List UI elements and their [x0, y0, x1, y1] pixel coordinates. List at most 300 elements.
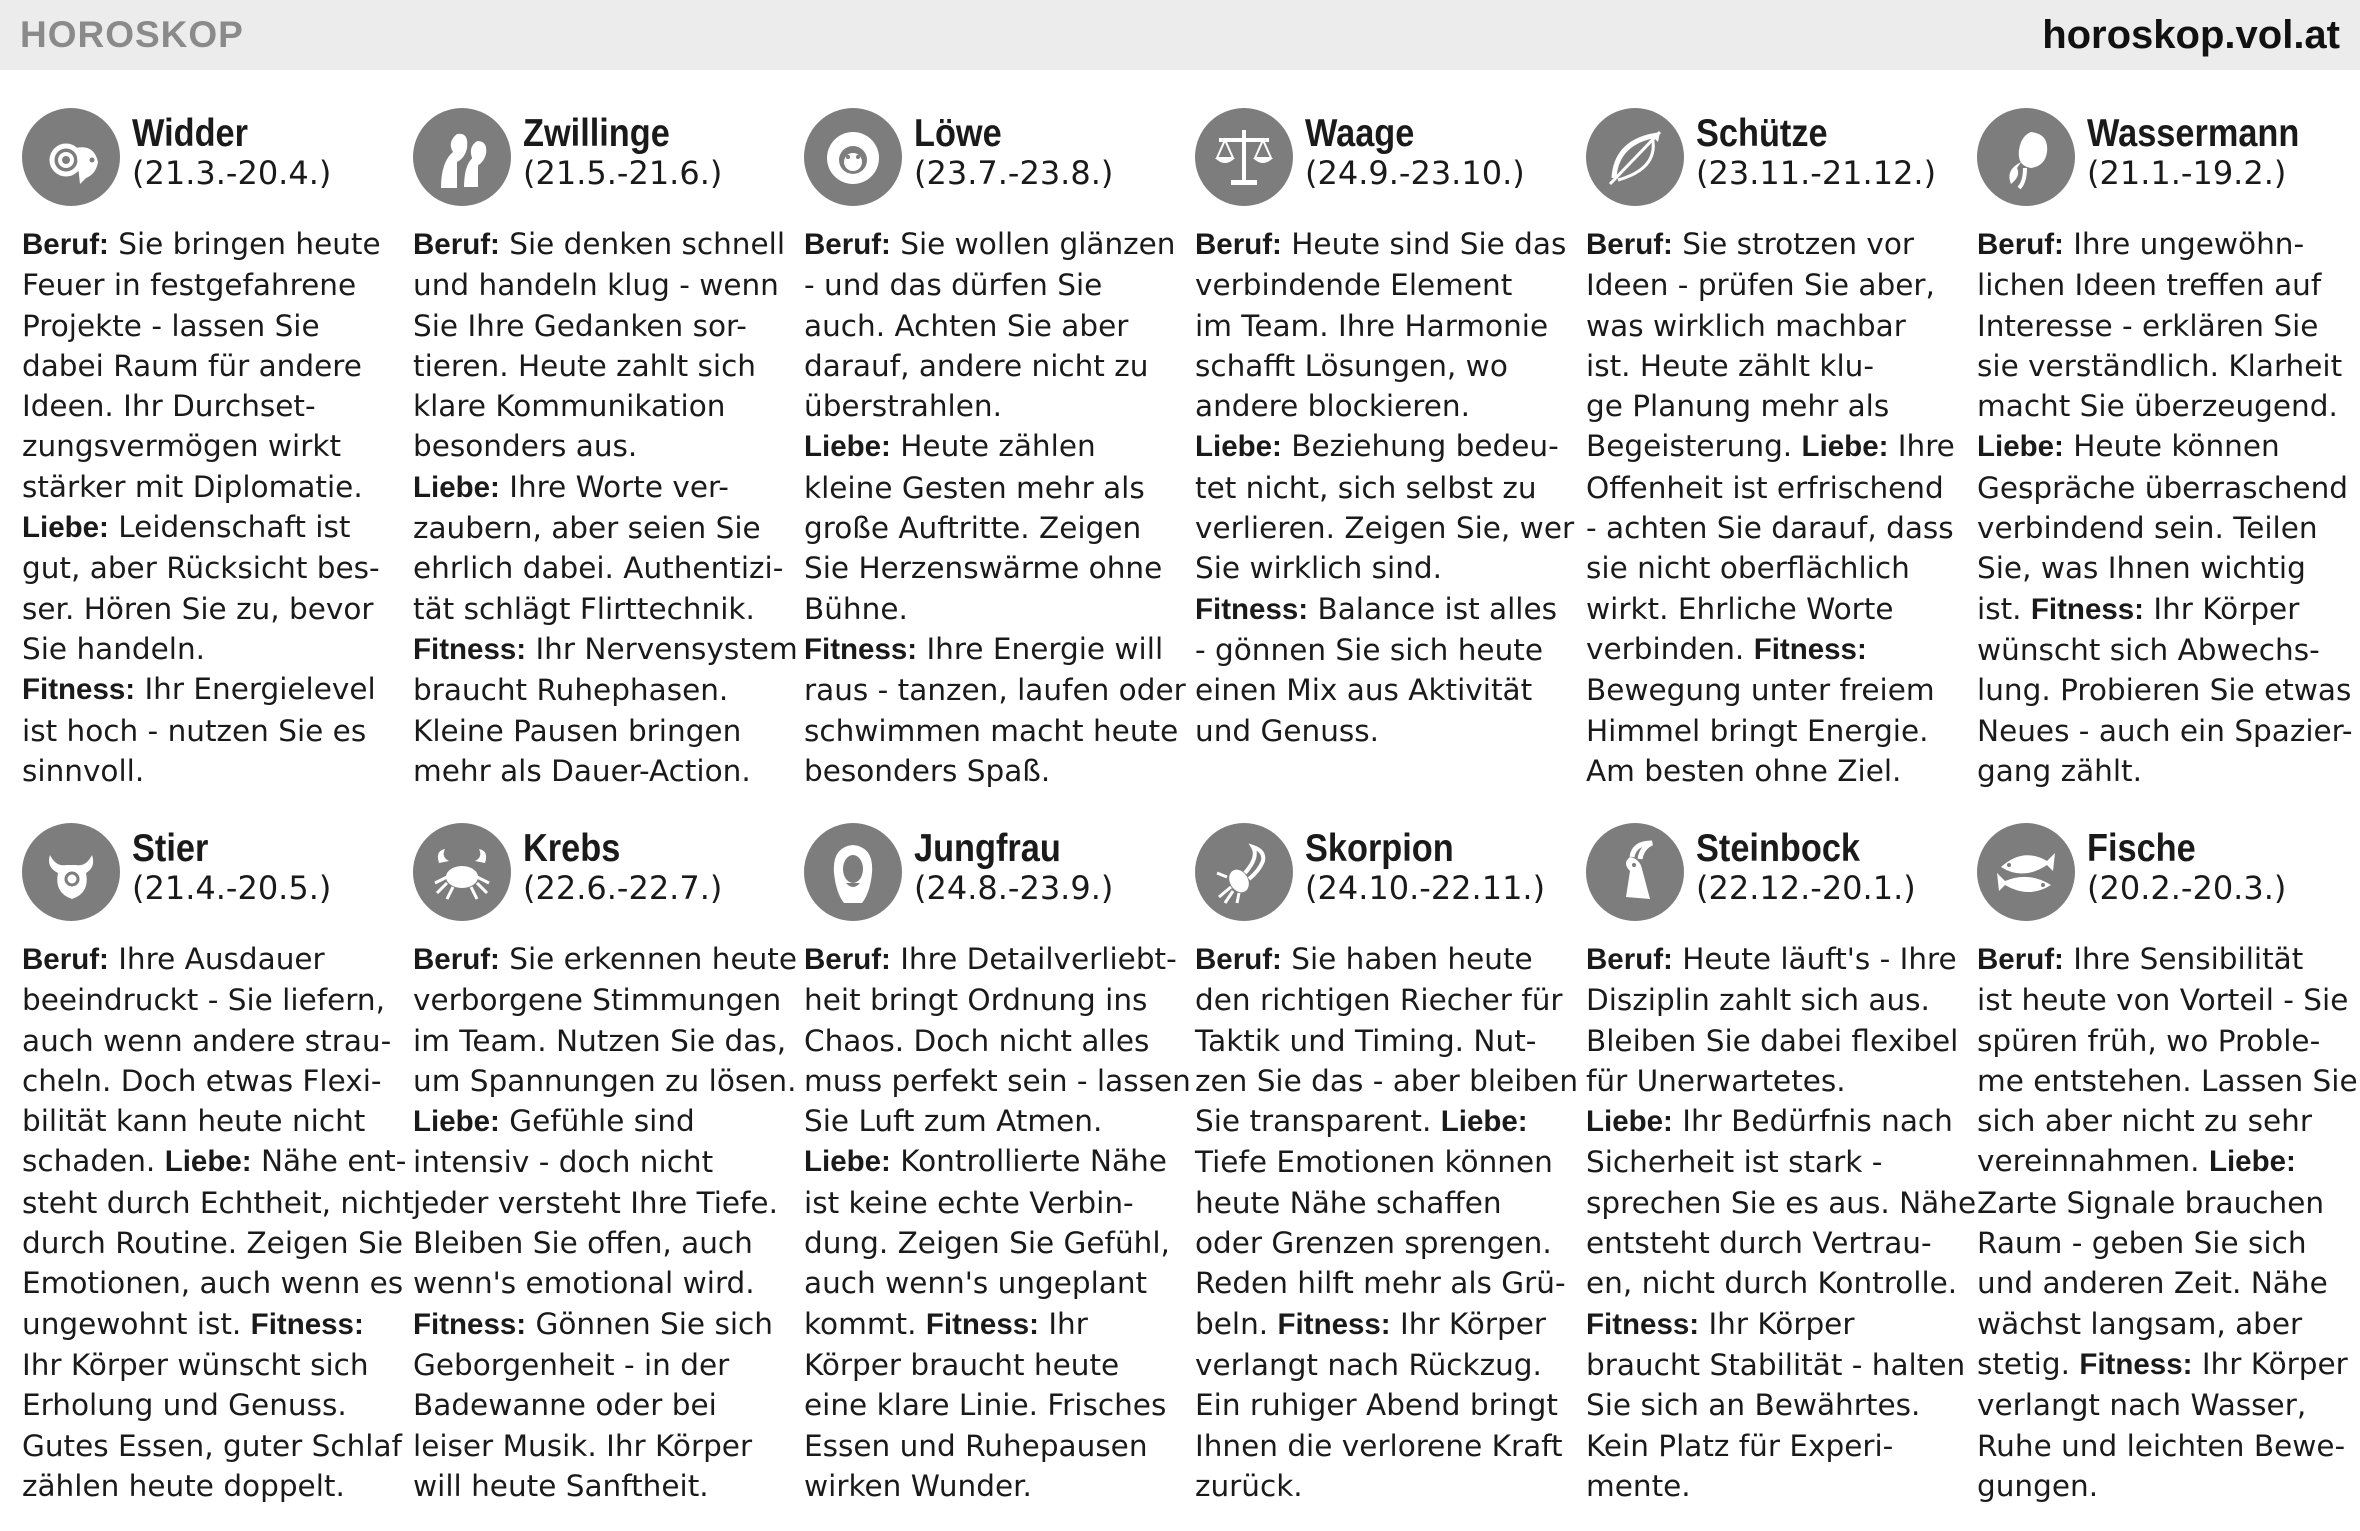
text-line — [1977, 1344, 2348, 1385]
text-segment: Ihr Bedürfnis nach — [1672, 1104, 1953, 1139]
text-segment: Bewegung unter freiem — [1586, 673, 1935, 708]
text-line — [1977, 386, 2338, 426]
text-segment: Ihnen die verlorene Kraft — [1195, 1428, 1563, 1463]
text-segment: dung. Zeigen Sie Gefühl, — [804, 1226, 1170, 1261]
text-segment: verlangt nach Rückzug. — [1195, 1347, 1542, 1382]
text-line — [1195, 265, 1556, 305]
text-segment: ist keine echte Verbin- — [804, 1185, 1134, 1220]
category-label: Beruf: — [1586, 228, 1673, 261]
category-label: Liebe: — [1440, 1105, 1528, 1139]
category-label: Liebe: — [804, 1145, 891, 1179]
sign-text — [22, 224, 383, 791]
text-segment: Gefühle sind — [499, 1104, 695, 1139]
text-segment: Gespräche überraschend — [1977, 470, 2348, 505]
text-segment: steht durch Echtheit, nicht — [22, 1185, 414, 1220]
scorpion-icon — [1195, 823, 1293, 921]
text-segment: Neues - auch ein Spazier- — [1977, 713, 2353, 748]
text-segment: besonders aus. — [413, 429, 638, 464]
text-line — [1195, 386, 1556, 426]
text-segment: Sie haben heute — [1281, 942, 1533, 976]
sign-header — [1586, 823, 1947, 925]
text-line — [1977, 1101, 2338, 1141]
category-label: Fitness: — [413, 1307, 527, 1341]
text-segment: ist heute von Vorteil - Sie — [1977, 983, 2349, 1018]
text-line — [1586, 1061, 1947, 1101]
text-line — [22, 306, 383, 346]
text-line — [804, 1141, 1165, 1182]
text-segment: verbindend sein. Teilen — [1977, 511, 2318, 546]
text-line — [413, 548, 784, 588]
text-line — [804, 1223, 1170, 1263]
text-line — [1977, 1426, 2346, 1466]
text-segment: Ihre Detailverliebt- — [890, 942, 1177, 976]
sign-wassermann — [1977, 108, 2353, 823]
twins-icon — [413, 108, 511, 206]
text-segment: - und das dürfen Sie — [804, 268, 1103, 303]
sign-name: Waage — [1305, 112, 1415, 155]
text-line — [22, 629, 383, 669]
text-line — [1977, 751, 2338, 791]
text-segment: bilität kann heute nicht — [22, 1104, 366, 1139]
text-segment: Sie sich an Bewährtes. — [1586, 1388, 1921, 1423]
sign-name: Widder — [132, 112, 249, 155]
text-line — [413, 939, 798, 980]
text-segment: Sie wirklich sind. — [1195, 551, 1443, 586]
sign-header — [1195, 823, 1556, 925]
text-segment: sie nicht oberflächlich — [1586, 551, 1910, 586]
page-header — [0, 0, 2360, 70]
sign-name: Wassermann — [2087, 112, 2300, 155]
text-line — [1586, 1263, 1958, 1303]
text-line — [22, 711, 383, 751]
text-line — [1586, 1304, 1947, 1345]
text-line — [804, 426, 1165, 467]
text-line — [413, 670, 774, 710]
text-segment: wirken Wunder. — [804, 1468, 1032, 1503]
category-label: Fitness: — [250, 1307, 364, 1341]
text-segment: mente. — [1586, 1468, 1691, 1503]
sign-name: Krebs — [523, 827, 621, 870]
text-segment: für Unerwartetes. — [1586, 1063, 1846, 1098]
text-segment: eine klare Linie. Frisches — [804, 1388, 1167, 1423]
text-line — [413, 467, 774, 508]
text-line — [22, 1466, 383, 1506]
text-segment: Ihre ungewöhn- — [2063, 227, 2305, 261]
category-label: Beruf: — [1977, 228, 2064, 261]
text-segment: Ein ruhiger Abend bringt — [1195, 1388, 1558, 1423]
sign-header — [1195, 108, 1556, 210]
text-segment: Ihre Worte ver- — [499, 469, 729, 504]
sign-name: Schütze — [1696, 112, 1828, 155]
text-segment: Ihr Körper — [1699, 1306, 1855, 1341]
text-line — [22, 751, 383, 791]
text-segment: Sie erkennen heute — [499, 942, 798, 976]
text-line — [22, 426, 383, 466]
sign-header — [1977, 108, 2338, 210]
category-label: Beruf: — [1586, 943, 1673, 976]
text-segment: schafft Lösungen, wo — [1195, 348, 1508, 383]
text-segment: was wirklich machbar — [1586, 308, 1906, 343]
text-segment: Beziehung bedeu- — [1281, 429, 1559, 464]
text-segment: Essen und Ruhepausen — [804, 1428, 1148, 1463]
sign-dates: (24.10.-22.11.) — [1305, 868, 1546, 907]
text-line — [1586, 1021, 1959, 1061]
category-label: Liebe: — [413, 470, 500, 504]
text-line — [1977, 1141, 2338, 1182]
text-line — [1977, 1021, 2338, 1061]
text-segment: Ihre Ausdauer — [108, 942, 325, 976]
text-segment: im Team. Ihre Harmonie — [1195, 308, 1549, 343]
sign-fische — [1977, 823, 2358, 1523]
text-line — [413, 1345, 774, 1385]
text-segment: Kleine Pausen bringen — [413, 713, 742, 748]
text-segment: Ihr Körper — [2144, 591, 2300, 626]
sign-header — [804, 108, 1165, 210]
sign-header — [1586, 108, 1947, 210]
text-line — [1586, 589, 1947, 629]
text-segment: verlieren. Zeigen Sie, wer — [1195, 511, 1575, 546]
text-line — [1195, 1223, 1556, 1263]
text-line — [804, 939, 1177, 980]
text-segment: ge Planung mehr als — [1586, 389, 1890, 424]
text-line — [804, 629, 1165, 670]
text-segment: auch wenn andere strau- — [22, 1023, 392, 1058]
sign-text — [804, 224, 1186, 791]
text-segment: verbinden. — [1586, 631, 1754, 666]
text-line — [22, 467, 383, 507]
text-segment: beln. — [1195, 1306, 1278, 1341]
text-line — [22, 1141, 407, 1182]
text-segment: ungewohnt ist. — [22, 1306, 251, 1341]
text-segment: kleine Gesten mehr als — [804, 470, 1145, 505]
virgin-icon — [804, 823, 902, 921]
text-line — [1586, 306, 1947, 346]
text-segment: Ihr Nervensystem — [526, 631, 798, 666]
text-segment: Erholung und Genuss. — [22, 1388, 347, 1423]
text-line — [804, 1466, 1165, 1506]
text-segment: Balance ist alles — [1308, 591, 1558, 626]
sign-zwillinge — [413, 108, 798, 823]
category-label: Fitness: — [2079, 1347, 2193, 1381]
text-segment: ehrlich dabei. Authentizi- — [413, 551, 784, 586]
text-segment: Sie, was Ihnen wichtig — [1977, 551, 2306, 586]
text-line — [1586, 1385, 1947, 1425]
sign-dates: (24.9.-23.10.) — [1305, 153, 1525, 192]
sign-header — [804, 823, 1165, 925]
sign-skorpion — [1195, 823, 1579, 1523]
text-line — [1586, 711, 1947, 751]
text-line — [1586, 265, 1947, 305]
sign-header — [22, 108, 383, 210]
text-segment: Bleiben Sie offen, auch — [413, 1226, 753, 1261]
text-segment: Himmel bringt Energie. — [1586, 713, 1929, 748]
category-label: Liebe: — [1586, 1105, 1673, 1139]
archer-icon — [1586, 108, 1684, 206]
text-line — [1586, 1426, 1947, 1466]
text-segment: lung. Probieren Sie etwas — [1977, 673, 2352, 708]
category-label: Fitness: — [22, 673, 136, 707]
text-segment: spüren früh, wo Proble- — [1977, 1023, 2321, 1058]
text-segment: dabei Raum für andere — [22, 348, 362, 383]
sign-dates: (20.2.-20.3.) — [2087, 868, 2287, 907]
text-line — [1195, 1345, 1556, 1385]
text-line — [1586, 224, 1947, 265]
sign-text — [1195, 224, 1575, 751]
text-line — [413, 386, 774, 426]
text-segment: intensiv - doch nicht — [413, 1145, 714, 1180]
text-segment: im Team. Nutzen Sie das, — [413, 1023, 787, 1058]
text-segment: Emotionen, auch wenn es — [22, 1266, 404, 1301]
text-segment: zen Sie das - aber bleiben — [1195, 1063, 1579, 1098]
text-segment: vereinnahmen. — [1977, 1144, 2209, 1179]
text-line — [1977, 980, 2349, 1020]
text-line — [413, 589, 774, 629]
text-line — [1586, 346, 1947, 386]
text-line — [1977, 1385, 2338, 1425]
text-line — [1586, 751, 1947, 791]
text-line — [413, 265, 779, 305]
text-line — [413, 1142, 774, 1182]
text-segment: große Auftritte. Zeigen — [804, 511, 1142, 546]
category-label: Beruf: — [22, 943, 109, 976]
text-segment: Heute sind Sie das — [1281, 227, 1567, 261]
sign-dates: (22.6.-22.7.) — [523, 868, 723, 907]
text-segment: Disziplin zahlt sich aus. — [1586, 983, 1930, 1018]
text-line — [804, 265, 1165, 305]
text-line — [22, 1061, 383, 1101]
text-segment: Ihr Körper wünscht sich — [22, 1347, 369, 1382]
text-line — [1195, 508, 1575, 548]
category-label: Fitness: — [413, 632, 527, 666]
sign-header — [413, 823, 774, 925]
text-segment: - achten Sie darauf, dass — [1586, 511, 1954, 546]
text-segment: Ihre — [1888, 429, 1955, 464]
text-line — [1195, 1466, 1556, 1506]
text-segment: um Spannungen zu lösen. — [413, 1063, 797, 1098]
text-segment: Sie handeln. — [22, 631, 206, 666]
text-segment: sinnvoll. — [22, 753, 145, 788]
text-segment: muss perfekt sein - lassen — [804, 1063, 1191, 1098]
category-label: Beruf: — [804, 228, 891, 261]
text-line — [804, 1304, 1165, 1345]
sign-text — [1977, 939, 2358, 1506]
text-line — [1195, 939, 1556, 980]
text-line — [1195, 1304, 1556, 1345]
text-segment: will heute Sanftheit. — [413, 1468, 709, 1503]
category-label: Liebe: — [164, 1145, 252, 1179]
category-label: Beruf: — [1195, 943, 1282, 976]
text-segment: einen Mix aus Aktivität — [1195, 673, 1533, 708]
text-line — [1195, 468, 1556, 508]
text-segment: stärker mit Diplomatie. — [22, 469, 363, 504]
category-label: Beruf: — [413, 943, 500, 976]
text-segment: Ihre Sensibilität — [2063, 942, 2304, 976]
text-segment: ist. Heute zählt klu- — [1586, 348, 1875, 383]
text-line — [804, 1385, 1165, 1425]
text-segment: und handeln klug - wenn — [413, 268, 779, 303]
text-line — [804, 589, 1165, 629]
section-title: HOROSKOP — [20, 14, 244, 55]
text-line — [413, 1183, 778, 1223]
text-line — [1586, 508, 1954, 548]
sign-waage — [1195, 108, 1575, 823]
text-line — [413, 1021, 787, 1061]
text-line — [1195, 1183, 1556, 1223]
text-segment: Ihr Körper — [1390, 1306, 1546, 1341]
text-line — [1195, 1061, 1579, 1101]
text-segment: ist hoch - nutzen Sie es — [22, 713, 367, 748]
text-segment: zungsvermögen wirkt — [22, 429, 342, 464]
text-line — [22, 939, 383, 980]
text-line — [1977, 1263, 2338, 1303]
text-segment: ist. — [1977, 591, 2031, 626]
category-label: Beruf: — [413, 228, 500, 261]
text-segment: gungen. — [1977, 1468, 2099, 1503]
sign-name: Skorpion — [1305, 827, 1454, 870]
text-line — [413, 629, 798, 670]
text-line — [804, 224, 1176, 265]
text-segment: Sie strotzen vor — [1672, 227, 1915, 261]
sign-steinbock — [1586, 823, 1977, 1523]
text-line — [804, 1101, 1165, 1141]
sign-krebs — [413, 823, 798, 1523]
sign-dates: (21.1.-19.2.) — [2087, 153, 2287, 192]
text-segment: Tiefe Emotionen können — [1195, 1145, 1553, 1180]
sign-name: Steinbock — [1696, 827, 1861, 870]
sign-jungfrau — [804, 823, 1191, 1523]
scales-icon — [1195, 108, 1293, 206]
text-line — [22, 507, 383, 548]
text-segment: ser. Hören Sie zu, bevor — [22, 591, 374, 626]
text-line — [1195, 1385, 1556, 1425]
text-segment: stetig. — [1977, 1346, 2080, 1381]
category-label: Fitness: — [1753, 632, 1867, 666]
text-line — [1195, 1142, 1556, 1182]
text-line — [1977, 426, 2338, 467]
sign-text — [22, 939, 414, 1506]
text-segment: Ideen - prüfen Sie aber, — [1586, 268, 1935, 303]
text-line — [804, 346, 1165, 386]
sign-dates: (23.7.-23.8.) — [914, 153, 1114, 192]
sign-widder — [22, 108, 383, 823]
text-segment: Kontrollierte Nähe — [890, 1144, 1167, 1179]
text-line — [413, 1466, 774, 1506]
text-line — [804, 386, 1165, 426]
text-segment: verlangt nach Wasser, — [1977, 1388, 2307, 1423]
text-segment: wünscht sich Abwechs- — [1977, 632, 2320, 667]
text-segment: beeindruckt - Sie liefern, — [22, 983, 385, 1018]
text-segment: Chaos. Doch nicht alles — [804, 1023, 1150, 1058]
text-line — [1195, 711, 1556, 751]
text-segment: verbindende Element — [1195, 268, 1513, 303]
text-line — [1586, 980, 1947, 1020]
text-line — [1977, 589, 2338, 630]
category-label: Liebe: — [1977, 430, 2064, 464]
text-segment: jeder versteht Ihre Tiefe. — [413, 1185, 778, 1220]
text-line — [804, 1345, 1165, 1385]
ibex-icon — [1586, 823, 1684, 921]
text-line — [804, 751, 1165, 791]
text-line — [1195, 1426, 1563, 1466]
text-segment: gang zählt. — [1977, 753, 2143, 788]
text-segment: en, nicht durch Kontrolle. — [1586, 1266, 1958, 1301]
text-segment: Sie denken schnell — [499, 227, 786, 261]
text-segment: Ihr Körper — [2192, 1346, 2348, 1381]
sign-text — [413, 939, 798, 1506]
sign-schütze — [1586, 108, 1955, 823]
text-segment: sie verständlich. Klarheit — [1977, 348, 2343, 383]
text-line — [1195, 630, 1556, 670]
text-segment: Heute läuft's - Ihre — [1672, 942, 1957, 976]
text-line — [22, 669, 383, 710]
text-line — [1977, 1183, 2338, 1223]
text-line — [1586, 670, 1947, 710]
text-line — [1977, 939, 2338, 980]
text-segment: darauf, andere nicht zu — [804, 348, 1149, 383]
text-segment: Körper braucht heute — [804, 1347, 1120, 1382]
sign-name: Stier — [132, 827, 209, 870]
text-segment: Ideen. Ihr Durchset- — [22, 389, 316, 424]
text-segment: gut, aber Rücksicht bes- — [22, 551, 380, 586]
text-segment: Am besten ohne Ziel. — [1586, 753, 1902, 788]
lion-icon — [804, 108, 902, 206]
text-segment: tät schlägt Flirttechnik. — [413, 591, 755, 626]
sign-dates: (24.8.-23.9.) — [914, 868, 1114, 907]
text-line — [1195, 980, 1563, 1020]
category-label: Beruf: — [1977, 943, 2064, 976]
text-segment: Begeisterung. — [1586, 429, 1802, 464]
category-label: Liebe: — [804, 430, 891, 464]
text-line — [413, 980, 782, 1020]
text-line — [413, 751, 774, 791]
text-line — [1195, 306, 1556, 346]
category-label: Liebe: — [22, 511, 109, 545]
text-line — [1586, 468, 1947, 508]
text-segment: braucht Stabilität - halten — [1586, 1347, 1966, 1382]
waterbearer-icon — [1977, 108, 2075, 206]
text-line — [1977, 1466, 2338, 1506]
text-line — [413, 508, 774, 548]
text-line — [1586, 629, 1947, 670]
text-line — [804, 670, 1186, 710]
text-segment: wirkt. Ehrliche Worte — [1586, 591, 1894, 626]
text-segment: sich aber nicht zu sehr — [1977, 1104, 2312, 1139]
text-line — [22, 346, 383, 386]
text-segment: schwimmen macht heute — [804, 713, 1179, 748]
site-url: horoskop.vol.at — [2042, 12, 2340, 57]
text-line — [1977, 468, 2348, 508]
text-segment: auch. Achten Sie aber — [804, 308, 1129, 343]
text-segment: wächst langsam, aber — [1977, 1306, 2303, 1341]
text-segment: - gönnen Sie sich heute — [1195, 632, 1543, 667]
text-segment: Badewanne oder bei — [413, 1388, 717, 1423]
text-segment: Feuer in festgefahrene — [22, 268, 357, 303]
text-segment: schaden. — [22, 1144, 165, 1179]
text-segment: Sicherheit ist stark - — [1586, 1145, 1883, 1180]
text-line — [1195, 548, 1556, 588]
sign-dates: (22.12.-20.1.) — [1696, 868, 1916, 907]
text-segment: Reden hilft mehr als Grü- — [1195, 1266, 1566, 1301]
sign-dates: (21.3.-20.4.) — [132, 153, 332, 192]
text-line — [22, 386, 383, 426]
text-line — [413, 1426, 774, 1466]
text-segment: Projekte - lassen Sie — [22, 308, 320, 343]
category-label: Liebe: — [1801, 430, 1889, 464]
text-line — [1977, 1061, 2358, 1101]
text-segment: durch Routine. Zeigen Sie — [22, 1226, 404, 1261]
text-line — [804, 468, 1165, 508]
text-segment: macht Sie überzeugend. — [1977, 389, 2338, 424]
